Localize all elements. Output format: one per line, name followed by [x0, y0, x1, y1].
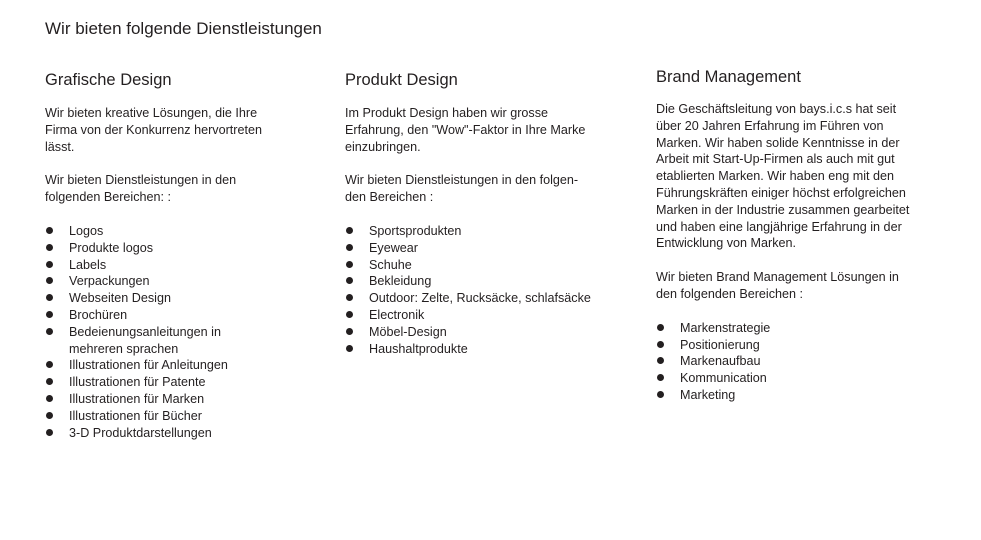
column-services-intro: Wir bieten Brand Management Lösungen in den folgenden Bereichen :: [656, 270, 899, 301]
list-item: [656, 353, 941, 370]
list-item-label: Electronik: [369, 307, 425, 322]
list-item-label: Sportsprodukten: [369, 223, 462, 238]
bullet-icon: [346, 328, 353, 335]
list-item: [45, 408, 335, 425]
bullet-icon: [657, 357, 664, 364]
service-list: [45, 223, 335, 441]
list-item: [656, 337, 941, 354]
list-item-label: Haushaltprodukte: [369, 341, 468, 356]
bullet-icon: [46, 412, 53, 419]
list-item: [45, 257, 335, 274]
column-intro: Wir bieten kreative Lösungen, die Ihre Firma von der Konkurrenz hervortreten lässt.: [45, 106, 262, 154]
bullet-icon: [46, 328, 53, 335]
list-item: [345, 223, 635, 240]
bullet-icon: [657, 374, 664, 381]
service-list: [345, 223, 635, 357]
page-title: Wir bieten folgende Dienstleistungen: [45, 19, 322, 38]
list-item-label: Bekleidung: [369, 274, 432, 289]
list-item: [45, 357, 335, 374]
list-item-label: Labels: [69, 257, 107, 272]
column-heading: Grafische Design: [45, 71, 172, 89]
list-item: [656, 370, 941, 387]
bullet-icon: [346, 294, 353, 301]
list-item: [345, 273, 635, 290]
list-item: [345, 324, 635, 341]
list-item-label: Outdoor: Zelte, Rucksäcke, schlafsäcke: [369, 291, 591, 306]
list-item: [656, 320, 941, 337]
bullet-icon: [46, 294, 53, 301]
column-intro: Im Produkt Design haben wir grosse Erfahrung, den "Wow"-Faktor in Ihre Marke einzubringen.: [345, 106, 586, 154]
column-heading: Produkt Design: [345, 71, 458, 89]
list-item-label: Logos: [69, 223, 104, 238]
list-item-label: Illustrationen für Bücher: [69, 408, 203, 423]
bullet-icon: [46, 227, 53, 234]
bullet-icon: [346, 277, 353, 284]
list-item-label: Illustrationen für Anleitungen: [69, 358, 228, 373]
bullet-icon: [657, 324, 664, 331]
list-item: [45, 223, 335, 240]
bullet-icon: [346, 311, 353, 318]
service-list: [656, 320, 941, 404]
list-item-label: Positionierung: [680, 337, 760, 352]
bullet-icon: [46, 311, 53, 318]
list-item: [45, 324, 335, 358]
list-item-label: Marketing: [680, 387, 736, 402]
list-item-label: Produkte logos: [69, 240, 154, 255]
list-item-label: Illustrationen für Marken: [69, 391, 205, 406]
list-item-label: 3-D Produktdarstellungen: [69, 425, 212, 440]
list-item: [45, 374, 335, 391]
bullet-icon: [46, 361, 53, 368]
list-item: [345, 240, 635, 257]
list-item-label: Brochüren: [69, 307, 128, 322]
list-item: [45, 273, 335, 290]
bullet-icon: [46, 244, 53, 251]
bullet-icon: [46, 277, 53, 284]
list-item: [45, 425, 335, 442]
bullet-icon: [346, 227, 353, 234]
list-item-label: Verpackungen: [69, 274, 150, 289]
bullet-icon: [46, 261, 53, 268]
column-intro: Die Geschäftsleitung von bays.i.c.s hat seit über 20 Jahren Erfahrung im Führen von Marken. Wir haben solide Kenntnisse in der Arbeit mit Start-Up-Firmen als auch mit gut etablierten Marken. Wir haben eng mit den Führungskräften einiger höchst erfolgreichen Marken in der Industrie zusammen gearbeitet und haben eine langjährige Erfahrung in der Entwicklung von Marken.: [656, 102, 910, 251]
bullet-icon: [46, 429, 53, 436]
bullet-icon: [346, 244, 353, 251]
list-item-label: Bedeienungsanleitungen in mehreren sprachen: [69, 324, 221, 356]
bullet-icon: [657, 391, 664, 398]
column-services-intro: Wir bieten Dienstleistungen in den folgenden Bereichen: :: [45, 173, 237, 205]
list-item-label: Kommunication: [680, 371, 767, 386]
list-item: [345, 257, 635, 274]
list-item: [345, 341, 635, 358]
list-item-label: Markenaufbau: [680, 354, 761, 369]
list-item-label: Schuhe: [369, 257, 412, 272]
bullet-icon: [46, 395, 53, 402]
column-brand-management: [656, 67, 941, 404]
list-item-label: Markenstrategie: [680, 320, 771, 335]
list-item-label: Eyewear: [369, 240, 418, 255]
list-item: [45, 391, 335, 408]
list-item: [345, 307, 635, 324]
list-item: [45, 290, 335, 307]
bullet-icon: [46, 378, 53, 385]
list-item-label: Webseiten Design: [69, 291, 171, 306]
column-services-intro: Wir bieten Dienstleistungen in den folgen- den Bereichen :: [345, 173, 579, 205]
bullet-icon: [346, 261, 353, 268]
list-item: [45, 307, 335, 324]
list-item-label: Möbel-Design: [369, 324, 447, 339]
list-item-label: Illustrationen für Patente: [69, 375, 206, 390]
column-grafische-design: [45, 70, 335, 441]
column-heading: Brand Management: [656, 68, 801, 86]
list-item: [45, 240, 335, 257]
bullet-icon: [346, 345, 353, 352]
column-produkt-design: [345, 70, 635, 357]
list-item: [345, 290, 635, 307]
bullet-icon: [657, 341, 664, 348]
list-item: [656, 387, 941, 404]
